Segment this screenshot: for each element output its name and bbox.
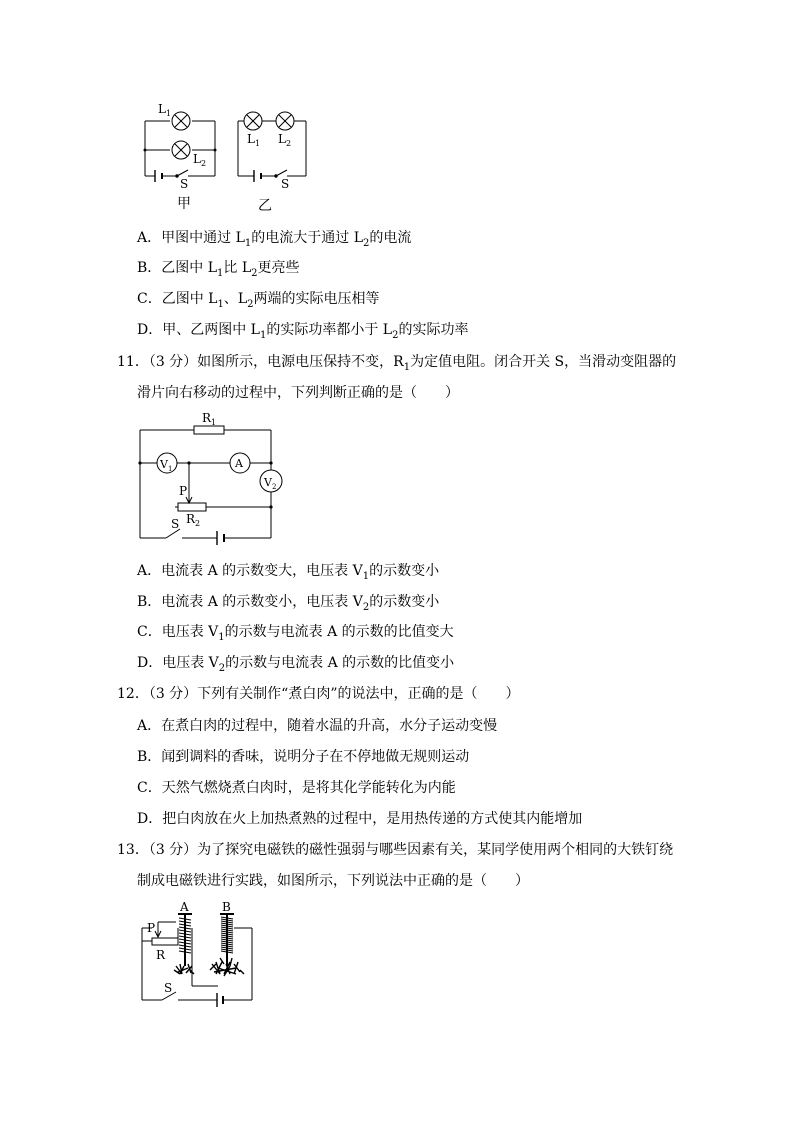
figure-q10-circuits [130, 95, 320, 220]
label-yi-L1: $L_1$ [247, 132, 261, 148]
subscript: 2 [251, 267, 258, 279]
q12-option-b [137, 748, 469, 766]
subscript: 1 [403, 361, 411, 373]
text-segment: 电流表 A 的示数变大，电压表 V [161, 563, 363, 579]
option-letter: B． [137, 749, 162, 765]
text-segment: 更亮些 [257, 260, 300, 276]
option-letter: C． [137, 291, 162, 307]
subscript: 1 [362, 570, 370, 582]
label-nail-B: B [222, 900, 231, 914]
subscript: 1 [259, 329, 267, 341]
option-letter: D． [137, 811, 163, 827]
figure-q11-circuit [130, 408, 290, 548]
text-segment: 乙图中 L [161, 291, 218, 307]
label-jia-S: S [180, 177, 189, 191]
subscript: 2 [218, 662, 226, 674]
option-letter: C． [137, 780, 162, 796]
q12-stem [117, 685, 520, 703]
text-segment: 的电流大于通过 L [251, 230, 363, 246]
text-segment: 、L [223, 291, 248, 307]
subscript: 2 [392, 329, 399, 341]
option-letter: B． [137, 260, 162, 276]
text-segment: （3 分）如图所示，电源电压保持不变，R [148, 354, 404, 370]
label-S: S [164, 981, 173, 995]
option-letter: D． [137, 322, 163, 338]
text-segment: 比 L [223, 260, 252, 276]
label-R2: $R_2$ [186, 512, 201, 528]
text-segment: 的电流 [369, 230, 412, 246]
q10-option-d [137, 321, 468, 339]
option-letter: D． [137, 655, 163, 671]
q10-option-b [137, 259, 300, 277]
option-letter: A． [137, 230, 162, 246]
label-V2: $V_2$ [264, 476, 277, 491]
figure-q13-electromagnets [132, 900, 262, 1010]
label-P: P [147, 921, 156, 935]
label-yi-L2: $L_2$ [278, 132, 292, 148]
text-segment: 在煮白肉的过程中，随着水温的升高，水分子运动变慢 [161, 718, 498, 734]
text-segment: 电压表 V [161, 624, 219, 640]
label-jia-L1: $L_1$ [158, 102, 172, 118]
text-segment: 天然气燃烧煮白肉时，是将其化学能转化为内能 [161, 780, 456, 796]
q13-number: 13． [117, 842, 149, 858]
q12-option-a [137, 717, 497, 735]
label-P: P [179, 484, 188, 498]
text-segment: 的实际功率都小于 L [266, 322, 393, 338]
subscript: 1 [218, 631, 225, 643]
subscript: 2 [247, 298, 254, 310]
subscript: 2 [362, 601, 370, 613]
text-segment: 的实际功率 [398, 322, 469, 338]
q11-stem-line2: 滑片向右移动的过程中，下列判断正确的是（ ） [137, 385, 459, 401]
q12-number: 12． [117, 686, 149, 702]
q11-option-d [137, 654, 454, 672]
q11-option-c [137, 623, 454, 641]
option-letter: C． [137, 624, 162, 640]
label-A: A [235, 457, 243, 470]
label-R: R [156, 948, 166, 962]
label-yi: 乙 [258, 198, 272, 214]
text-segment: 的示数与电流表 A 的示数的比值变大 [224, 624, 454, 640]
text-segment: 把白肉放在火上加热煮熟的过程中，是用热传递的方式使其内能增加 [162, 811, 583, 827]
q11-option-b [137, 593, 439, 611]
q12-option-d [137, 810, 582, 828]
text-segment: 电流表 A 的示数变小，电压表 V [161, 594, 363, 610]
q11-stem-line1 [117, 353, 676, 371]
q11-stem-text [148, 354, 677, 373]
q13-stem-line1 [117, 841, 673, 859]
text-segment: 乙图中 L [161, 260, 218, 276]
text-segment: 电压表 V [162, 655, 219, 671]
subscript: 1 [217, 298, 224, 310]
text-segment: 为定值电阻。闭合开关 S，当滑动变阻器的 [410, 354, 677, 370]
text-segment: 的示数变小 [369, 594, 440, 610]
option-letter: A． [137, 563, 162, 579]
text-segment: 两端的实际电压相等 [253, 291, 380, 307]
q10-option-a [137, 229, 411, 247]
subscript: 1 [217, 267, 224, 279]
label-jia-L2: $L_2$ [193, 152, 207, 168]
label-V1: $V_1$ [160, 458, 173, 473]
text-segment: 闻到调料的香味，说明分子在不停地做无规则运动 [161, 749, 470, 765]
option-letter: A． [137, 718, 162, 734]
q12-stem-text: （3 分）下列有关制作“煮白肉”的说法中，正确的是（ ） [148, 686, 520, 702]
text-segment: 的示数与电流表 A 的示数的比值变小 [225, 655, 455, 671]
subscript: 1 [244, 237, 252, 249]
label-jia: 甲 [177, 196, 191, 212]
text-segment: 甲图中通过 L [161, 230, 245, 246]
label-yi-S: S [281, 177, 290, 191]
label-S: S [171, 517, 180, 531]
q11-option-a [137, 562, 439, 580]
subscript: 2 [363, 237, 370, 249]
q12-option-c [137, 779, 456, 797]
label-nail-A: A [180, 900, 189, 914]
q13-stem-text: （3 分）为了探究电磁铁的磁性强弱与哪些因素有关，某同学使用两个相同的大铁钉绕 [148, 842, 674, 858]
q13-stem-line2: 制成电磁铁进行实践，如图所示，下列说法中正确的是（ ） [137, 873, 529, 889]
option-letter: B． [137, 594, 162, 610]
text-segment: 甲、乙两图中 L [162, 322, 260, 338]
text-segment: 的示数变小 [369, 563, 440, 579]
q11-number: 11． [117, 354, 149, 370]
label-R1: $R_1$ [202, 411, 217, 427]
q10-option-c [137, 290, 380, 308]
